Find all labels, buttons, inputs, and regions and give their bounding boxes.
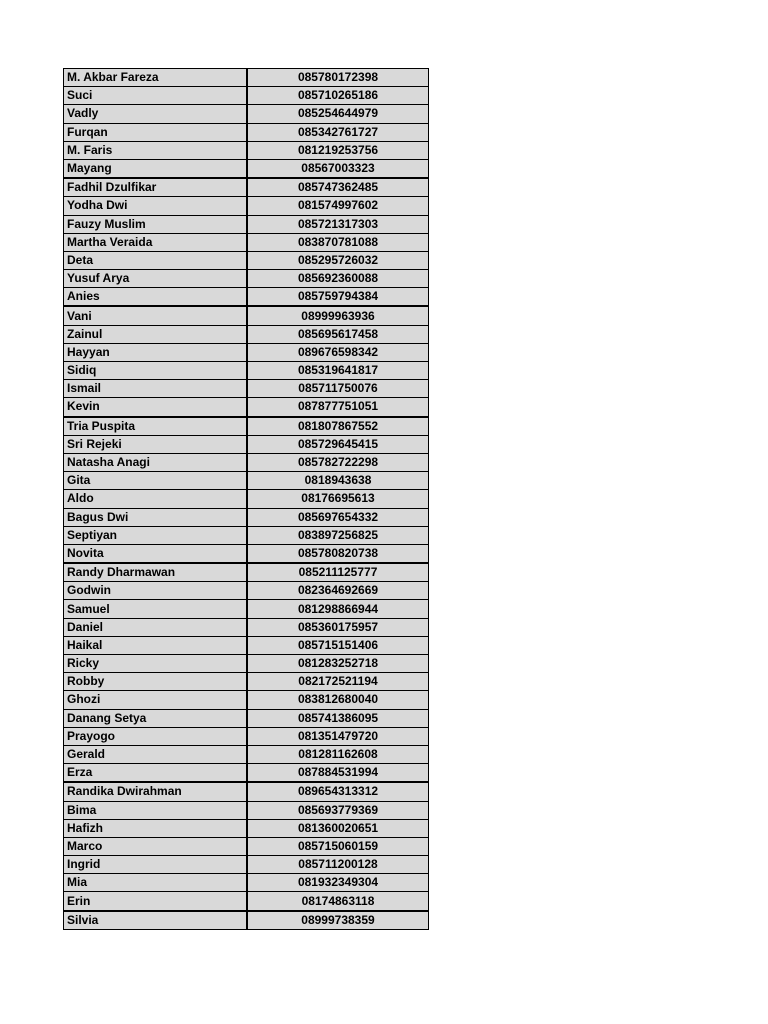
table-row bbox=[64, 178, 429, 197]
table-row bbox=[64, 490, 429, 508]
table-row bbox=[64, 105, 429, 123]
contact-name-cell[interactable]: Vadly bbox=[64, 105, 248, 123]
contact-phone-cell[interactable]: 085319641817 bbox=[247, 362, 429, 380]
table-row bbox=[64, 123, 429, 141]
table-row bbox=[64, 709, 429, 727]
contact-name-cell[interactable]: Suci bbox=[64, 87, 248, 105]
table-row bbox=[64, 526, 429, 544]
contact-phone-cell[interactable]: 085780820738 bbox=[247, 544, 429, 563]
contact-phone-cell[interactable]: 085711750076 bbox=[247, 380, 429, 398]
table-row bbox=[64, 453, 429, 471]
contact-phone-cell[interactable]: 085759794384 bbox=[247, 288, 429, 307]
contact-phone-cell[interactable]: 08999738359 bbox=[247, 911, 429, 930]
table-row bbox=[64, 745, 429, 763]
contact-phone-cell[interactable]: 083897256825 bbox=[247, 526, 429, 544]
contact-name-cell[interactable]: Kevin bbox=[64, 398, 248, 417]
contact-name-cell[interactable]: Vani bbox=[64, 306, 248, 325]
contact-name-cell[interactable]: Septiyan bbox=[64, 526, 248, 544]
contact-phone-cell[interactable]: 083870781088 bbox=[247, 233, 429, 251]
contact-name-cell[interactable]: M. Faris bbox=[64, 141, 248, 159]
contact-name-cell[interactable]: Aldo bbox=[64, 490, 248, 508]
table-row bbox=[64, 343, 429, 361]
table-row bbox=[64, 325, 429, 343]
contact-name-cell[interactable]: Bagus Dwi bbox=[64, 508, 248, 526]
contact-phone-cell[interactable]: 087877751051 bbox=[247, 398, 429, 417]
contact-name-cell[interactable]: Gerald bbox=[64, 745, 248, 763]
contact-phone-cell[interactable]: 085711200128 bbox=[247, 856, 429, 874]
table-row bbox=[64, 655, 429, 673]
contact-name-cell[interactable]: Novita bbox=[64, 544, 248, 563]
contact-name-cell[interactable]: Fadhil Dzulfikar bbox=[64, 178, 248, 197]
table-row bbox=[64, 764, 429, 783]
contact-phone-cell[interactable]: 089654313312 bbox=[247, 782, 429, 801]
contact-name-cell[interactable]: Mia bbox=[64, 874, 248, 892]
table-row bbox=[64, 87, 429, 105]
contact-name-cell[interactable]: Silvia bbox=[64, 911, 248, 930]
contact-name-cell[interactable]: M. Akbar Fareza bbox=[64, 69, 248, 87]
table-row bbox=[64, 563, 429, 582]
table-row bbox=[64, 233, 429, 251]
table-row bbox=[64, 306, 429, 325]
contact-phone-cell[interactable]: 081283252718 bbox=[247, 655, 429, 673]
table-row bbox=[64, 197, 429, 215]
contact-name-cell[interactable]: Gita bbox=[64, 472, 248, 490]
contact-name-cell[interactable]: Daniel bbox=[64, 618, 248, 636]
contact-phone-cell[interactable]: 085692360088 bbox=[247, 270, 429, 288]
contact-phone-cell[interactable]: 085295726032 bbox=[247, 251, 429, 269]
contact-phone-cell[interactable]: 085747362485 bbox=[247, 178, 429, 197]
contact-name-cell[interactable]: Bima bbox=[64, 801, 248, 819]
contact-name-cell[interactable]: Fauzy Muslim bbox=[64, 215, 248, 233]
table-row bbox=[64, 508, 429, 526]
contact-name-cell[interactable]: Sri Rejeki bbox=[64, 435, 248, 453]
contact-phone-cell[interactable]: 081219253756 bbox=[247, 141, 429, 159]
table-row bbox=[64, 874, 429, 892]
contact-table bbox=[63, 68, 429, 930]
contact-phone-cell[interactable]: 085721317303 bbox=[247, 215, 429, 233]
table-row bbox=[64, 159, 429, 178]
contact-phone-cell[interactable]: 083812680040 bbox=[247, 691, 429, 709]
contact-name-cell[interactable]: Robby bbox=[64, 673, 248, 691]
contact-name-cell[interactable]: Erin bbox=[64, 892, 248, 911]
table-row bbox=[64, 472, 429, 490]
table-row bbox=[64, 362, 429, 380]
contact-phone-cell[interactable]: 085741386095 bbox=[247, 709, 429, 727]
table-row bbox=[64, 856, 429, 874]
contact-name-cell[interactable]: Samuel bbox=[64, 600, 248, 618]
contact-name-cell[interactable]: Danang Setya bbox=[64, 709, 248, 727]
table-row bbox=[64, 69, 429, 87]
contact-name-cell[interactable]: Yodha Dwi bbox=[64, 197, 248, 215]
contact-phone-cell[interactable]: 085695617458 bbox=[247, 325, 429, 343]
table-row bbox=[64, 673, 429, 691]
contact-phone-cell[interactable]: 08999963936 bbox=[247, 306, 429, 325]
contact-name-cell[interactable]: Sidiq bbox=[64, 362, 248, 380]
contact-name-cell[interactable]: Yusuf Arya bbox=[64, 270, 248, 288]
contact-phone-cell[interactable]: 081360020651 bbox=[247, 819, 429, 837]
table-row bbox=[64, 435, 429, 453]
contact-phone-cell[interactable]: 085211125777 bbox=[247, 563, 429, 582]
table-row bbox=[64, 892, 429, 911]
contact-name-cell[interactable]: Ghozi bbox=[64, 691, 248, 709]
contact-phone-cell[interactable]: 08174863118 bbox=[247, 892, 429, 911]
contact-phone-cell[interactable]: 085780172398 bbox=[247, 69, 429, 87]
contact-phone-cell[interactable]: 085254644979 bbox=[247, 105, 429, 123]
table-row bbox=[64, 727, 429, 745]
contact-name-cell[interactable]: Ingrid bbox=[64, 856, 248, 874]
contact-phone-cell[interactable]: 08176695613 bbox=[247, 490, 429, 508]
table-row bbox=[64, 141, 429, 159]
table-row bbox=[64, 636, 429, 654]
table-row bbox=[64, 398, 429, 417]
table-row bbox=[64, 801, 429, 819]
table-row bbox=[64, 544, 429, 563]
table-row bbox=[64, 837, 429, 855]
contact-phone-cell[interactable]: 085715151406 bbox=[247, 636, 429, 654]
contact-name-cell[interactable]: Hayyan bbox=[64, 343, 248, 361]
contact-name-cell[interactable]: Ismail bbox=[64, 380, 248, 398]
contact-phone-cell[interactable]: 085342761727 bbox=[247, 123, 429, 141]
contact-phone-cell[interactable]: 085697654332 bbox=[247, 508, 429, 526]
table-row bbox=[64, 691, 429, 709]
contact-phone-cell[interactable]: 089676598342 bbox=[247, 343, 429, 361]
table-row bbox=[64, 911, 429, 930]
contact-phone-cell[interactable]: 081807867552 bbox=[247, 417, 429, 436]
contact-name-cell[interactable]: Furqan bbox=[64, 123, 248, 141]
contact-phone-cell[interactable]: 082364692669 bbox=[247, 582, 429, 600]
contact-phone-cell[interactable]: 081932349304 bbox=[247, 874, 429, 892]
contact-name-cell[interactable]: Deta bbox=[64, 251, 248, 269]
contact-name-cell[interactable]: Natasha Anagi bbox=[64, 453, 248, 471]
table-row bbox=[64, 582, 429, 600]
contact-name-cell[interactable]: Randy Dharmawan bbox=[64, 563, 248, 582]
table-row bbox=[64, 251, 429, 269]
contact-name-cell[interactable]: Godwin bbox=[64, 582, 248, 600]
contact-phone-cell[interactable]: 081574997602 bbox=[247, 197, 429, 215]
contact-phone-cell[interactable]: 082172521194 bbox=[247, 673, 429, 691]
contact-phone-cell[interactable]: 085710265186 bbox=[247, 87, 429, 105]
contact-phone-cell[interactable]: 085360175957 bbox=[247, 618, 429, 636]
contact-phone-cell[interactable]: 081351479720 bbox=[247, 727, 429, 745]
contact-phone-cell[interactable]: 087884531994 bbox=[247, 764, 429, 783]
contact-name-cell[interactable]: Prayogo bbox=[64, 727, 248, 745]
contact-name-cell[interactable]: Erza bbox=[64, 764, 248, 783]
contact-phone-cell[interactable]: 08567003323 bbox=[247, 159, 429, 178]
contact-phone-cell[interactable]: 081281162608 bbox=[247, 745, 429, 763]
contact-name-cell[interactable]: Anies bbox=[64, 288, 248, 307]
contact-name-cell[interactable]: Tria Puspita bbox=[64, 417, 248, 436]
contact-name-cell[interactable]: Mayang bbox=[64, 159, 248, 178]
contact-phone-cell[interactable]: 085729645415 bbox=[247, 435, 429, 453]
contact-phone-cell[interactable]: 085693779369 bbox=[247, 801, 429, 819]
contact-phone-cell[interactable]: 081298866944 bbox=[247, 600, 429, 618]
table-row bbox=[64, 288, 429, 307]
contact-phone-cell[interactable]: 0818943638 bbox=[247, 472, 429, 490]
table-row bbox=[64, 618, 429, 636]
table-row bbox=[64, 819, 429, 837]
contact-name-cell[interactable]: Zainul bbox=[64, 325, 248, 343]
contact-name-cell[interactable]: Haikal bbox=[64, 636, 248, 654]
table-row bbox=[64, 215, 429, 233]
contact-phone-cell[interactable]: 085782722298 bbox=[247, 453, 429, 471]
contact-name-cell[interactable]: Martha Veraida bbox=[64, 233, 248, 251]
table-row bbox=[64, 380, 429, 398]
contact-table-body bbox=[64, 69, 429, 930]
table-row bbox=[64, 600, 429, 618]
contact-name-cell[interactable]: Randika Dwirahman bbox=[64, 782, 248, 801]
contact-name-cell[interactable]: Marco bbox=[64, 837, 248, 855]
contact-name-cell[interactable]: Hafizh bbox=[64, 819, 248, 837]
contact-name-cell[interactable]: Ricky bbox=[64, 655, 248, 673]
contact-phone-cell[interactable]: 085715060159 bbox=[247, 837, 429, 855]
table-row bbox=[64, 782, 429, 801]
table-row bbox=[64, 270, 429, 288]
table-row bbox=[64, 417, 429, 436]
